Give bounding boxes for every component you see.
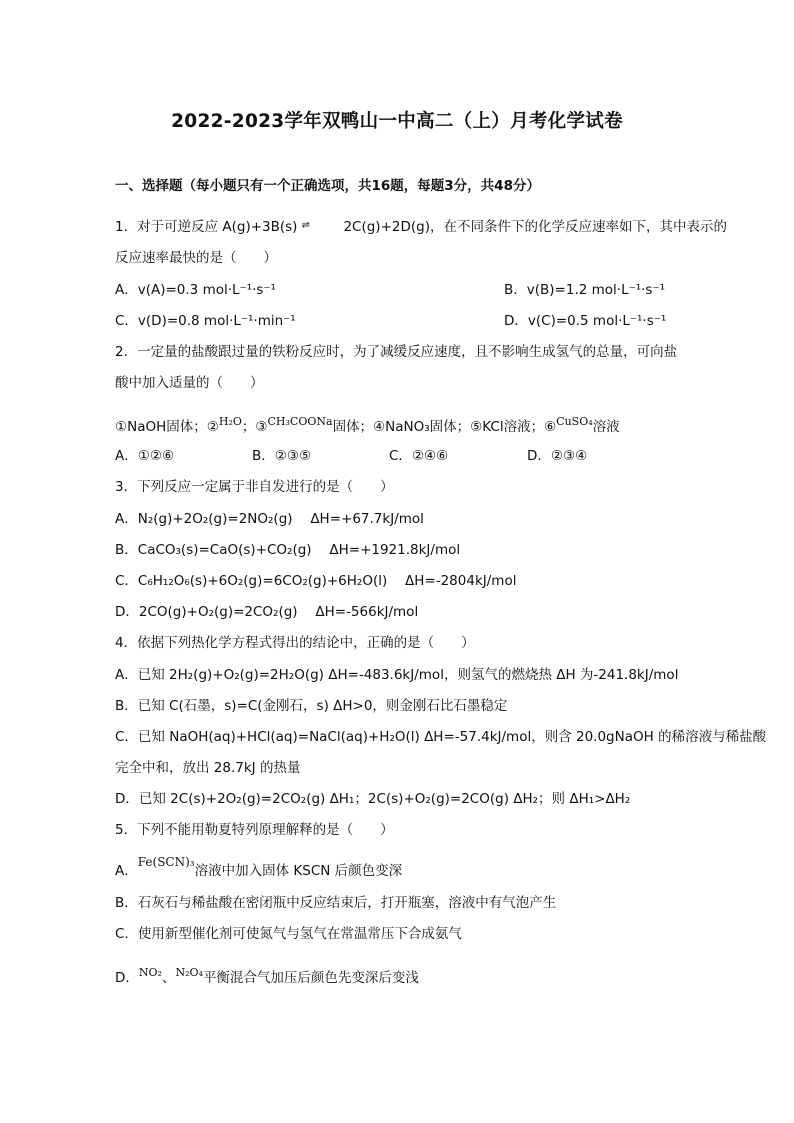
q1-option-d: D．v(C)=0.5 mol·L⁻¹·s⁻¹ bbox=[504, 313, 667, 329]
q2-stem-line1: 2．一定量的盐酸跟过量的铁粉反应时，为了减缓反应速度，且不影响生成氢气的总量，可向盐 bbox=[115, 344, 678, 360]
q5-option-d-text: 平衡混合气加压后颜色先变深后变浅 bbox=[202, 970, 419, 986]
q5-option-a-label: A． bbox=[115, 863, 138, 879]
q2-item-4: 溶液 bbox=[592, 419, 620, 435]
q2-option-a: A．①②⑥ bbox=[115, 448, 175, 464]
q1-stem-line2: 反应速率最快的是（ ） bbox=[115, 250, 277, 266]
q3-option-d: D．2CO(g)+O₂(g)=2CO₂(g) ΔH=-566kJ/mol bbox=[115, 604, 419, 620]
q5-option-b: B．石灰石与稀盐酸在密闭瓶中反应结束后，打开瓶塞，溶液中有气泡产生 bbox=[115, 895, 557, 911]
q1-stem-line1 bbox=[115, 218, 727, 236]
q2-stem-line2: 酸中加入适量的（ ） bbox=[115, 375, 264, 391]
q5-option-a-text: 溶液中加入固体 KSCN 后颜色变深 bbox=[194, 863, 403, 879]
equilibrium-arrow-glyph: ⇌ bbox=[301, 220, 311, 231]
q3-option-b: B．CaCO₃(s)=CaO(s)+CO₂(g) ΔH=+1921.8kJ/mol bbox=[115, 542, 461, 558]
q5-option-d bbox=[115, 964, 419, 987]
q2-formula-ch3coona: CH₃COONa bbox=[267, 415, 333, 428]
q1-option-c: C．v(D)=0.8 mol·L⁻¹·min⁻¹ bbox=[115, 313, 296, 329]
q5-option-d-label: D． bbox=[115, 970, 139, 986]
q5-formula-n2o4: N₂O₄ bbox=[175, 966, 203, 979]
q5-stem: 5．下列不能用勒夏特列原理解释的是（ ） bbox=[115, 822, 394, 838]
q5-option-d-sep: 、 bbox=[161, 970, 176, 986]
exam-title: 2022-2023学年双鸭山一中高二（上）月考化学试卷 bbox=[171, 111, 623, 132]
section-heading: 一、选择题（每小题只有一个正确选项，共16题，每题3分，共48分） bbox=[115, 178, 540, 194]
q5-option-c: C．使用新型催化剂可使氮气与氢气在常温常压下合成氨气 bbox=[115, 926, 462, 942]
q4-option-b: B．已知 C(石墨，s)=C(金刚石，s) ΔH>0，则金刚石比石墨稳定 bbox=[115, 698, 508, 714]
q2-formula-h2o: H₂O bbox=[218, 415, 242, 428]
q3-option-c: C．C₆H₁₂O₆(s)+6O₂(g)=6CO₂(g)+6H₂O(l) ΔH=-2804kJ/mol bbox=[115, 573, 517, 589]
q5-option-a bbox=[115, 855, 403, 880]
q2-item-1: ①NaOH固体；② bbox=[115, 419, 219, 435]
q2-options-row bbox=[115, 447, 715, 465]
q4-stem: 4．依据下列热化学方程式得出的结论中，正确的是（ ） bbox=[115, 635, 475, 651]
q1-stem-part-b: 2C(g)+2D(g)，在不同条件下的化学反应速率如下，其中表示的 bbox=[343, 219, 727, 235]
q2-item-3: 固体；④NaNO₃固体；⑤KCl溶液；⑥ bbox=[332, 419, 557, 435]
q1-stem-part-a: 1．对于可逆反应 A(g)+3B(s) bbox=[115, 219, 298, 235]
q3-stem: 3．下列反应一定属于非自发进行的是（ ） bbox=[115, 479, 394, 495]
q1-options-row2 bbox=[115, 312, 667, 330]
q5-formula-fescn3: Fe(SCN)₃ bbox=[137, 855, 195, 869]
q2-items-line bbox=[115, 413, 620, 436]
q4-option-d: D．已知 2C(s)+2O₂(g)=2CO₂(g) ΔH₁；2C(s)+O₂(g)=2CO(g) ΔH₂；则 ΔH₁>ΔH₂ bbox=[115, 791, 631, 807]
q4-option-c-line1: C．已知 NaOH(aq)+HCl(aq)=NaCl(aq)+H₂O(l) ΔH=-57.4kJ/mol，则含 20.0gNaOH 的稀溶液与稀盐酸 bbox=[115, 729, 767, 745]
q2-formula-cuso4: CuSO₄ bbox=[556, 415, 593, 428]
q5-formula-no2: NO₂ bbox=[138, 966, 162, 979]
q2-option-d: D．②③④ bbox=[527, 448, 588, 464]
q2-option-c: C．②④⑥ bbox=[389, 448, 449, 464]
q1-option-a: A．v(A)=0.3 mol·L⁻¹·s⁻¹ bbox=[115, 282, 276, 298]
q3-option-a: A．N₂(g)+2O₂(g)=2NO₂(g) ΔH=+67.7kJ/mol bbox=[115, 511, 424, 527]
q1-option-b: B．v(B)=1.2 mol·L⁻¹·s⁻¹ bbox=[504, 282, 665, 298]
q1-options-row1 bbox=[115, 281, 665, 299]
q2-option-b: B．②③⑤ bbox=[252, 448, 312, 464]
q4-option-c-line2: 完全中和，放出 28.7kJ 的热量 bbox=[115, 760, 301, 776]
q4-option-a: A．已知 2H₂(g)+O₂(g)=2H₂O(g) ΔH=-483.6kJ/mol，则氢气的燃烧热 ΔH 为-241.8kJ/mol bbox=[115, 667, 679, 683]
q2-item-2: ；③ bbox=[241, 419, 268, 435]
